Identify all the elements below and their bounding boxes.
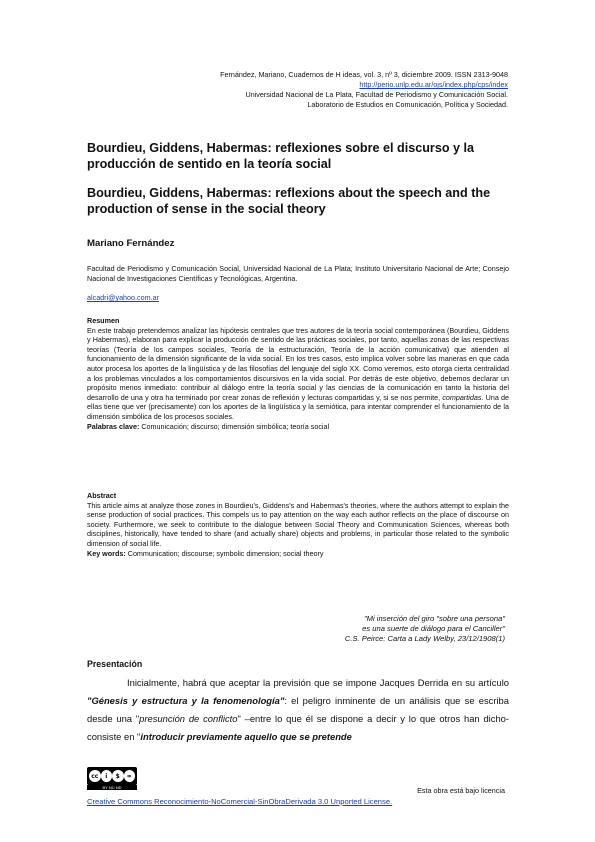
- resumen-keywords-value: Comunicación; discurso; dimensión simbólica; teoría social: [139, 421, 330, 431]
- epigraph-line-2: es una suerte de diálogo para el Canciller": [362, 624, 505, 633]
- cc-icon: cc: [89, 770, 101, 782]
- noderivatives-icon: =: [124, 770, 136, 782]
- resumen-text-2: . Una de ellas tiene que ver (precisamente) con los aportes de la lingüística y la semiótica, para intentar comprender el funcionamiento de la dimensión simbólica de los procesos sociales.: [87, 392, 510, 421]
- epigraph-line-3: C.S. Peirce: Carta a Lady Welby, 23/12/1908(1): [344, 634, 505, 643]
- noncommercial-icon: $: [112, 770, 124, 782]
- abstract-keywords-value: Communication; discourse; symbolic dimension; social theory: [125, 548, 324, 558]
- presentacion-text-c: : el peligro inminente de un análisis que se escriba desde una ": [87, 695, 509, 724]
- university-affiliation: Universidad Nacional de La Plata, Facultad de Periodismo y Comunicación Social.: [245, 90, 508, 99]
- abstract-heading: Abstract: [87, 491, 117, 500]
- journal-url-link[interactable]: http://perio.unlp.edu.ar/ojs/index.php/cps/index: [359, 80, 508, 89]
- presentacion-heading: Presentación: [87, 659, 143, 669]
- author-affiliation: Facultad de Periodismo y Comunicación Social, Universidad Nacional de La Plata; Instituto Universitario Nacional de Arte; Consejo Nacional de Investigaciones Científicas y Tecnológicas, Argentina.: [87, 264, 509, 283]
- title-english: Bourdieu, Giddens, Habermas: reflexions about the speech and the production of sense in the social theory: [87, 186, 491, 216]
- title-spanish: Bourdieu, Giddens, Habermas: reflexiones sobre el discurso y la producción de sentido en la teoría social: [87, 141, 475, 171]
- resumen-keywords: [87, 422, 329, 431]
- license-link[interactable]: Creative Commons Reconocimiento-NoComercial-SinObraDerivada 3.0 Unported License.: [87, 797, 393, 806]
- lab-affiliation: Laboratorio de Estudios en Comunicación, Política y Sociedad.: [307, 100, 508, 109]
- author-email-link[interactable]: alcadri@yahoo.com.ar: [87, 293, 160, 302]
- resumen-heading: Resumen: [87, 316, 120, 325]
- author-name: Mariano Fernández: [87, 238, 175, 249]
- resumen-keywords-label: Palabras clave:: [87, 421, 140, 431]
- resumen-section: [87, 316, 509, 431]
- cc-badge-text: BY NC ND: [87, 785, 137, 790]
- resumen-text-1: En este trabajo pretendemos analizar las hipótesis centrales que tres autores de la teoría social contemporánea (Bourdieu, Giddens y Habermas), elaboran para explicar la producción de sentido de las prácticas sociales, por tanto, aquellas zonas de las respectivas teorías (Teoría de los campos sociales, Teoría de la estructuración, Teoría de la acción comunicativa) que atienden al funcionamiento de la dimensión significante de la vida social. En los tres casos, esto implica volver sobre las maneras en que cada autor procesa los aportes de la lingüística y de las filosofías del lenguaje del siglo XX. Como veremos, esto otorga cierta centralidad a los problemas vinculados a los comportamientos discursivos en la vida social. Por detrás de este objetivo, debemos declarar un propósito menos inmediato: contribuir al diálogo entre la teoría social y las ciencias de la comunicación en tanto la historia del desarrollo de una y otra ha terminado por crear zonas de reflexión y lecturas compartidas y, si se nos permite,: [87, 325, 509, 402]
- abstract-section: [87, 491, 509, 558]
- presentacion-paragraph: [87, 674, 509, 746]
- abstract-keywords: [87, 549, 324, 558]
- presentacion-italic-b: "Génesis y estructura y la fenomenología": [87, 695, 285, 706]
- citation-line: Fernández, Mariano, Cuadernos de H ideas, vol. 3, nº 3, diciembre 2009. ISSN 2313-9048: [220, 70, 508, 79]
- resumen-italic: compartidas: [442, 392, 482, 402]
- abstract-text: This article aims at analyze those zones in Bourdieu's, Giddens's and Habermas's theories, where the authors attempt to explain the sense production of social practices. This compels us to pay attention on the way each author reflects on the place of discourse on society. Furthermore, we seek to contribute to the dialogue between Social Theory and Communication Sciences, whereas both disciplines, historically, have tended to share (and actually share) objects and problems, in particular those related to the symbolic dimension of social life.: [87, 500, 509, 548]
- license-note: Esta obra está bajo licencia: [417, 786, 505, 795]
- presentacion-text-a: Inicialmente, habrá que aceptar la previsión que se impone Jacques Derrida en su artículo: [127, 677, 509, 688]
- presentacion-italic-f: introducir previamente aquello que se pretende: [140, 731, 352, 742]
- creative-commons-badge[interactable]: [87, 767, 137, 785]
- abstract-keywords-label: Key words:: [87, 548, 126, 558]
- presentacion-italic-d: presunción de conflicto: [139, 713, 238, 724]
- attribution-icon: i: [101, 770, 113, 782]
- epigraph-line-1: "Mi inserción del giro "sobre una persona": [363, 614, 505, 623]
- presentacion-text-e: " –entre lo que él se dispone a decir y lo que otros han dicho- consiste en ": [87, 713, 509, 742]
